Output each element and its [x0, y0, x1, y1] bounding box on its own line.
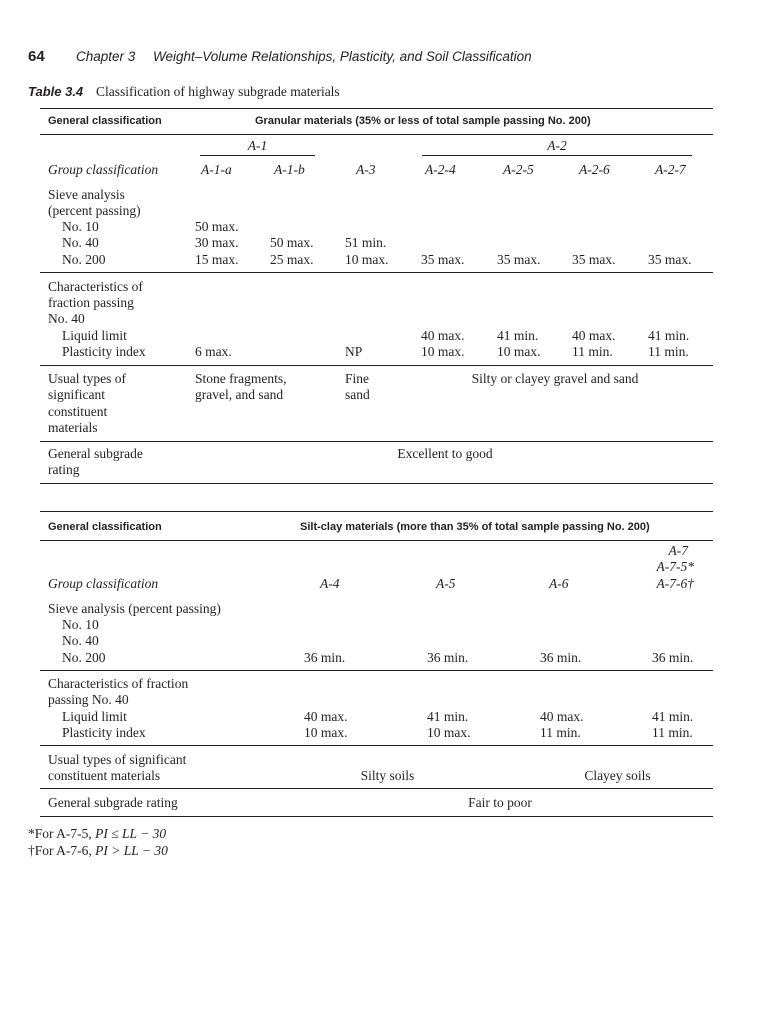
liquid-limit-label: Liquid limit: [62, 709, 127, 724]
usual-clayey-soils: Clayey soils: [584, 768, 651, 783]
table-cell: 10 max.: [427, 725, 471, 740]
header-rule: [40, 540, 713, 541]
group-a-2-5: A-2-5: [503, 162, 534, 177]
no10-label: No. 10: [62, 219, 99, 234]
row-rule: [40, 670, 713, 671]
usual-types-label: Usual types of significant: [48, 752, 187, 767]
footnote-formula: PI > LL − 30: [95, 843, 168, 858]
rating-value: Excellent to good: [397, 446, 493, 461]
group-a-6: A-6: [549, 576, 569, 591]
table-cell: 10 max.: [345, 252, 389, 267]
row-rule: [40, 788, 713, 789]
table-cell: 25 max.: [270, 252, 314, 267]
sieve-analysis-label: Sieve analysis: [48, 187, 125, 202]
header-rule: [40, 134, 713, 135]
usual-types-label: materials: [48, 420, 98, 435]
no40-label: No. 40: [62, 633, 99, 648]
sieve-analysis-label-2: (percent passing): [48, 203, 141, 218]
rating-label: General subgrade: [48, 446, 143, 461]
table-cell: 15 max.: [195, 252, 239, 267]
a2-span-rule: [422, 155, 692, 156]
table-label: Table 3.4: [28, 84, 84, 99]
usual-types-label: significant: [48, 387, 105, 402]
table-cell: 11 min.: [540, 725, 581, 740]
usual-types-label: Usual types of: [48, 371, 126, 386]
no200-label: No. 200: [62, 252, 106, 267]
group-classification-label: Group classification: [48, 576, 159, 591]
rating-value: Fair to poor: [468, 795, 532, 810]
usual-a3-materials: Fine: [345, 371, 370, 386]
table-cell: 51 min.: [345, 235, 387, 250]
sieve-analysis-label: Sieve analysis (percent passing): [48, 601, 221, 616]
table-cell: 50 max.: [270, 235, 314, 250]
table-cell: 36 min.: [304, 650, 346, 665]
siltclay-materials-header: Silt-clay materials (more than 35% of total sample passing No. 200): [300, 521, 650, 533]
usual-types-label: constituent: [48, 404, 108, 419]
characteristics-label: Characteristics of: [48, 279, 143, 294]
table-cell: 50 max.: [195, 219, 239, 234]
table-bottom-rule: [40, 816, 713, 817]
group-a-4: A-4: [320, 576, 340, 591]
group-a2-label: A-2: [547, 138, 567, 153]
table-cell: 40 max.: [421, 328, 465, 343]
a1-span-rule: [200, 155, 315, 156]
group-a-1-b: A-1-b: [274, 162, 305, 177]
table-cell: 35 max.: [572, 252, 616, 267]
footnote-prefix: *For A-7-5,: [28, 826, 96, 841]
usual-a1-materials: Stone fragments,: [195, 371, 287, 386]
group-a-5: A-5: [436, 576, 456, 591]
usual-a1-materials: gravel, and sand: [195, 387, 284, 402]
granular-materials-header: Granular materials (35% or less of total sample passing No. 200): [255, 115, 591, 127]
table-cell: 35 max.: [421, 252, 465, 267]
row-rule: [40, 272, 713, 273]
table-cell: 36 min.: [540, 650, 582, 665]
group-a1-label: A-1: [247, 138, 268, 153]
group-a-7-6: A-7-6†: [656, 576, 694, 591]
usual-silty-soils: Silty soils: [360, 768, 415, 783]
table-cell: 36 min.: [652, 650, 694, 665]
characteristics-label-2: passing No. 40: [48, 692, 129, 707]
table-cell: 35 max.: [648, 252, 692, 267]
group-a-7: A-7: [668, 543, 688, 558]
footnote-formula: PI ≤ LL − 30: [95, 826, 167, 841]
group-a-2-7: A-2-7: [655, 162, 686, 177]
general-classification-header: General classification: [48, 521, 162, 533]
footnote-a7-6: [28, 843, 168, 859]
row-rule: [40, 365, 713, 366]
rating-label: General subgrade rating: [48, 795, 178, 810]
usual-a3-materials: sand: [345, 387, 370, 402]
table-cell: 41 min.: [652, 709, 694, 724]
table-cell: 10 max.: [421, 344, 465, 359]
table-cell: 40 max.: [540, 709, 584, 724]
no10-label: No. 10: [62, 617, 99, 632]
group-a-2-4: A-2-4: [425, 162, 456, 177]
general-classification-header: General classification: [48, 115, 162, 127]
table-cell: 41 min.: [648, 328, 690, 343]
chapter-label: Chapter 3: [76, 49, 136, 64]
table-cell: 41 min.: [427, 709, 469, 724]
row-rule: [40, 745, 713, 746]
group-a-1-a: A-1-a: [201, 162, 232, 177]
table-cell: 40 max.: [572, 328, 616, 343]
row-rule: [40, 441, 713, 442]
rating-label: rating: [48, 462, 80, 477]
table-cell: 11 min.: [652, 725, 693, 740]
no40-label: No. 40: [62, 235, 99, 250]
characteristics-label-3: No. 40: [48, 311, 85, 326]
characteristics-label: Characteristics of fraction: [48, 676, 189, 691]
group-a-2-6: A-2-6: [579, 162, 610, 177]
plasticity-index-label: Plasticity index: [62, 344, 146, 359]
table-cell: 10 max.: [497, 344, 541, 359]
table-cell: 40 max.: [304, 709, 348, 724]
table-cell: 11 min.: [648, 344, 689, 359]
page-number: 64: [28, 48, 45, 65]
usual-a2-materials: Silty or clayey gravel and sand: [471, 371, 639, 386]
table-cell: 36 min.: [427, 650, 469, 665]
chapter-title: Weight–Volume Relationships, Plasticity, and Soil Classification: [153, 49, 532, 64]
table-cell: 11 min.: [572, 344, 613, 359]
table-cell: 30 max.: [195, 235, 239, 250]
no200-label: No. 200: [62, 650, 106, 665]
characteristics-label-2: fraction passing: [48, 295, 134, 310]
table-cell: 35 max.: [497, 252, 541, 267]
plasticity-index-label: Plasticity index: [62, 725, 146, 740]
table-top-rule: [40, 108, 713, 109]
group-classification-label: Group classification: [48, 162, 159, 177]
table-top-rule: [40, 511, 713, 512]
table-bottom-rule: [40, 483, 713, 484]
table-cell: 10 max.: [304, 725, 348, 740]
footnote-a7-5: [28, 826, 166, 842]
table-cell: 6 max.: [195, 344, 232, 359]
group-a-3: A-3: [356, 162, 376, 177]
table-cell: NP: [345, 344, 363, 359]
footnote-prefix: †For A-7-6,: [28, 843, 96, 858]
liquid-limit-label: Liquid limit: [62, 328, 127, 343]
usual-types-label: constituent materials: [48, 768, 161, 783]
group-a-7-5: A-7-5*: [656, 559, 694, 574]
table-cell: 41 min.: [497, 328, 539, 343]
table-caption: Classification of highway subgrade materials: [96, 84, 340, 99]
